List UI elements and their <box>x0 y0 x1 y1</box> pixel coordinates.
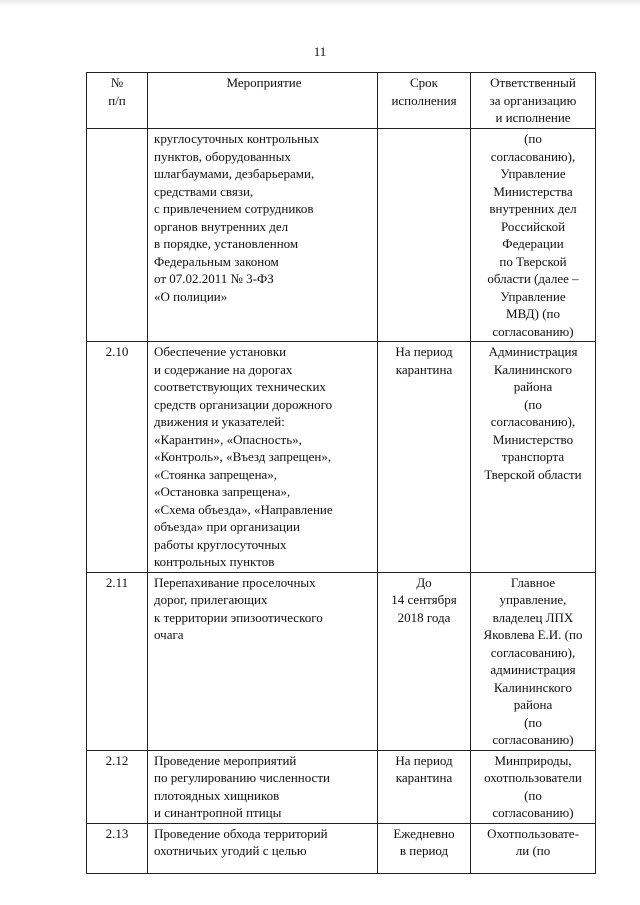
term-line: На период <box>395 752 453 768</box>
responsible-line: Российской <box>500 218 566 234</box>
row-number-cell <box>87 342 148 573</box>
row-number-cell <box>87 823 148 873</box>
responsible-line: Калининского <box>493 679 573 695</box>
responsible-line: Яковлева Е.И. (по <box>483 627 583 642</box>
responsible-line: внутренних дел <box>489 201 577 216</box>
row-number: 2.13 <box>105 825 129 841</box>
row-term-cell <box>378 750 471 823</box>
activity-line: Проведение обхода территорий <box>154 825 328 841</box>
responsible-line: Министерства <box>493 183 573 199</box>
responsible-line: по Тверской <box>499 253 567 269</box>
responsible-line: района <box>513 697 553 712</box>
term-line: 14 сентября <box>391 592 457 607</box>
term-line: Ежедневно <box>393 825 455 841</box>
responsible-line: (по <box>524 787 542 803</box>
activity-line: контрольных пунктов <box>154 554 275 569</box>
table-row <box>87 572 596 750</box>
responsible-line: Калининского <box>493 361 573 377</box>
activity-line: Проведение мероприятий <box>154 752 297 768</box>
responsible-line: Главное <box>510 574 556 590</box>
term-line: в период <box>399 843 449 858</box>
table-row <box>87 823 596 873</box>
responsible-line: Минприроды, <box>494 752 572 768</box>
header-activity <box>148 73 378 129</box>
activity-line: «Схема объезда», «Направление <box>154 501 333 517</box>
responsible-line: Управление <box>500 166 566 181</box>
responsible-line: владелец ЛПХ <box>492 609 574 625</box>
row-responsible-cell <box>471 750 596 823</box>
row-term-cell <box>378 342 471 573</box>
activity-line: от 07.02.2011 № 3-ФЗ <box>154 271 274 286</box>
responsible-line: охотпользователи <box>484 770 582 785</box>
activity-line: Обеспечение установки <box>154 344 287 359</box>
activity-line: плотоядных хищников <box>154 787 280 803</box>
row-number-cell <box>87 750 148 823</box>
row-number: 2.10 <box>105 344 129 359</box>
responsible-line: Управление <box>500 288 566 304</box>
activity-line: круглосуточных контрольных <box>154 131 320 146</box>
row-number: 2.12 <box>105 752 129 768</box>
row-number-cell <box>87 129 148 342</box>
activity-line: средствами связи, <box>154 183 254 199</box>
row-number: 2.11 <box>105 574 129 590</box>
row-activity-cell <box>148 823 378 873</box>
activity-line: «Стоянка запрещена», <box>154 466 278 482</box>
activity-line: охотничьих угодий с целью <box>154 843 307 858</box>
responsible-line: согласованию) <box>492 732 574 747</box>
row-number-cell <box>87 572 148 750</box>
header-line: и исполнение <box>495 110 571 125</box>
header-line: за организацию <box>489 92 577 108</box>
responsible-line: Министерство <box>492 431 574 447</box>
activity-line: соответствующих технических <box>154 379 326 394</box>
activity-line: шлагбаумами, дезбарьерами, <box>154 166 315 181</box>
row-activity-cell <box>148 342 378 573</box>
responsible-line: (по <box>524 396 542 412</box>
row-activity-cell <box>148 129 378 342</box>
responsible-line: района <box>513 379 553 394</box>
term-line: До <box>416 574 432 590</box>
table-row <box>87 342 596 573</box>
responsible-line: Администрация <box>488 344 578 359</box>
header-line: исполнения <box>391 92 457 108</box>
responsible-line: согласованию), <box>490 148 576 164</box>
term-line: карантина <box>395 770 453 785</box>
responsible-line: Тверской области <box>484 466 582 482</box>
row-term-cell <box>378 823 471 873</box>
header-line: п/п <box>108 92 126 108</box>
activity-line: в порядке, установленном <box>154 236 299 251</box>
activity-line: объезда» при организации <box>154 519 300 534</box>
activity-line: к территории эпизоотического <box>154 609 323 625</box>
activity-line: органов внутренних дел <box>154 218 289 234</box>
responsible-line: Федерации <box>502 236 564 251</box>
row-responsible-cell <box>471 342 596 573</box>
activity-line: Перепахивание проселочных <box>154 574 316 590</box>
responsible-line: области (далее – <box>487 271 579 286</box>
activity-line: очага <box>154 627 184 642</box>
activity-line: «Остановка запрещена», <box>154 484 291 499</box>
row-activity-cell <box>148 750 378 823</box>
header-responsible <box>471 73 596 129</box>
row-activity-cell <box>148 572 378 750</box>
responsible-line: Охотпользовате- <box>487 825 579 841</box>
activity-line: с привлечением сотрудников <box>154 201 314 216</box>
header-line: Ответственный <box>490 75 576 90</box>
activity-line: движения и указателей: <box>154 414 285 429</box>
header-line: № <box>110 75 124 90</box>
activity-line: «Контроль», «Въезд запрещен», <box>154 449 332 464</box>
row-responsible-cell <box>471 129 596 342</box>
responsible-line: транспорта <box>501 449 565 464</box>
activity-line: работы круглосуточных <box>154 536 287 552</box>
row-responsible-cell <box>471 572 596 750</box>
table-header-row <box>87 73 596 129</box>
responsible-line: согласованию), <box>490 414 576 429</box>
table-row <box>87 750 596 823</box>
activity-line: «Карантин», «Опасность», <box>154 431 302 447</box>
measures-table <box>86 72 596 874</box>
responsible-line: согласованию), <box>490 644 576 660</box>
term-line: На период <box>395 344 453 359</box>
activity-line: Федеральным законом <box>154 253 279 269</box>
row-responsible-cell <box>471 823 596 873</box>
header-number <box>87 73 148 129</box>
header-line: Срок <box>410 75 438 90</box>
header-term <box>378 73 471 129</box>
table-row <box>87 129 596 342</box>
activity-line: и синантропной птицы <box>154 805 282 820</box>
activity-line: пунктов, оборудованных <box>154 148 291 164</box>
page-number: 11 <box>313 44 327 59</box>
responsible-line: управление, <box>499 592 567 607</box>
activity-line: «О полиции» <box>154 288 228 304</box>
term-line: 2018 года <box>397 609 451 625</box>
activity-line: по регулированию численности <box>154 770 330 785</box>
header-line: Мероприятие <box>226 75 302 90</box>
responsible-line: (по <box>524 714 542 730</box>
activity-line: средств организации дорожного <box>154 396 333 412</box>
responsible-line: администрация <box>490 662 576 677</box>
responsible-line: ли (по <box>515 843 551 858</box>
responsible-line: согласованию) <box>492 805 574 820</box>
responsible-line: согласованию) <box>492 323 574 339</box>
responsible-line: (по <box>524 131 542 146</box>
activity-line: и содержание на дорогах <box>154 361 293 377</box>
activity-line: дорог, прилегающих <box>154 592 268 607</box>
row-term-cell <box>378 572 471 750</box>
responsible-line: МВД) (по <box>506 306 560 321</box>
row-term-cell <box>378 129 471 342</box>
term-line: карантина <box>395 361 453 377</box>
scan-edge <box>0 0 640 6</box>
